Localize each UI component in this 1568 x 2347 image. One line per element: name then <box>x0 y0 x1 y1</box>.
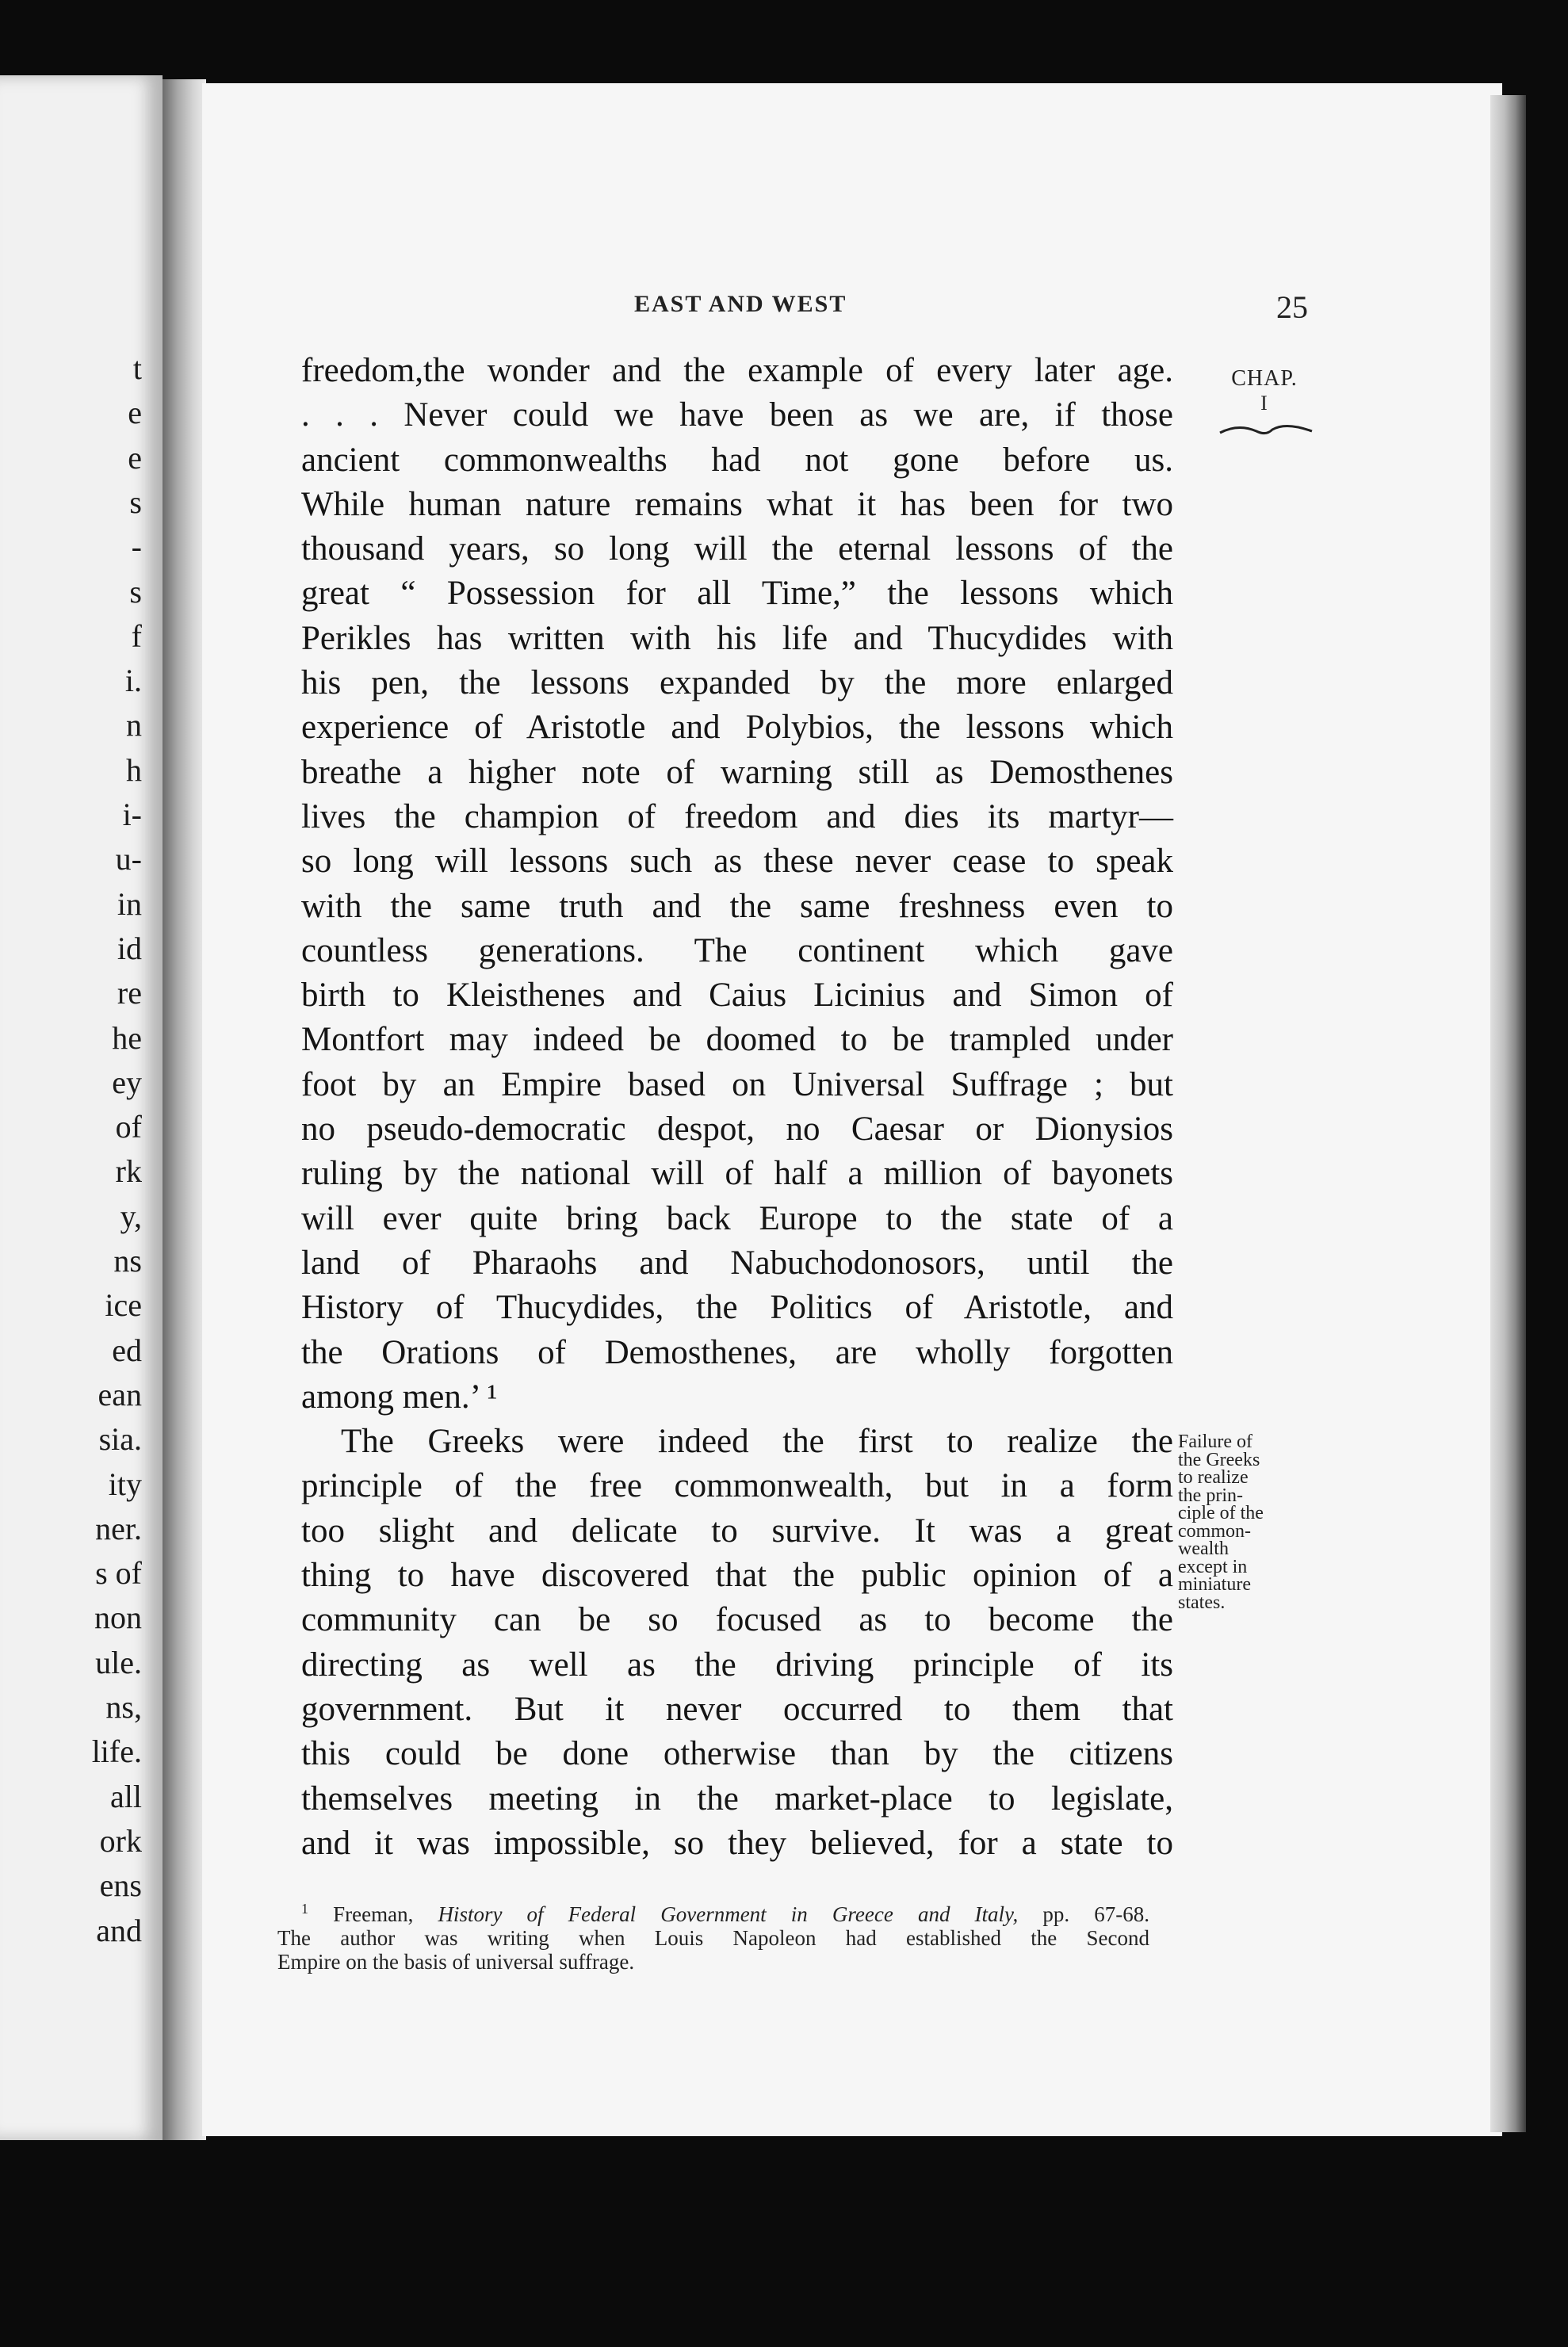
left-page-fragment: ice <box>105 1287 142 1324</box>
previous-page-fragment <box>0 75 163 2140</box>
left-page-fragment: e <box>128 395 142 431</box>
left-page-fragment: non <box>94 1600 142 1636</box>
left-page-fragment: ean <box>98 1376 142 1412</box>
left-page-fragment: id <box>117 930 142 966</box>
body-line: lives the champion of freedom and dies its martyr— <box>301 797 1173 835</box>
left-page-fragment: ule. <box>95 1644 142 1680</box>
left-page-fragment: i. <box>124 663 142 699</box>
body-line: no pseudo-democratic despot, no Caesar or Dionysios <box>301 1110 1173 1149</box>
chapter-label: CHAP. <box>1231 366 1298 391</box>
footnote-line-1 <box>277 1897 1149 1926</box>
body-line: freedom,the wonder and the example of every later age. <box>301 352 1173 389</box>
footnote-marker: 1 <box>301 1901 308 1917</box>
sidenote-line: states. <box>1178 1592 1226 1613</box>
body-line: breathe a higher note of warning still as Demosthenes <box>301 753 1173 791</box>
left-page-fragment: t <box>132 350 142 386</box>
body-line: land of Pharaohs and Nabuchodonosors, until the <box>301 1244 1173 1282</box>
sidenote-line: the Greeks <box>1178 1449 1260 1470</box>
left-page-fragment: s <box>129 573 142 610</box>
margin-sidenote <box>1178 1433 1289 1611</box>
left-page-fragment: n <box>126 707 142 743</box>
left-page-fragment: s <box>129 484 142 520</box>
left-page-fragment: re <box>117 975 142 1011</box>
left-page-fragment: life. <box>91 1733 142 1770</box>
left-page-fragment: ed <box>112 1332 142 1368</box>
sidenote-line: the prin- <box>1178 1485 1243 1506</box>
sidenote-line: to realize <box>1178 1467 1249 1488</box>
left-page-fragment: in <box>117 885 142 922</box>
left-page-fragment: ns <box>113 1243 142 1279</box>
body-line: countless generations. The continent which gave <box>301 931 1173 969</box>
body-line: Montfort may indeed be doomed to be trampled under <box>301 1021 1173 1059</box>
body-line: ancient commonwealths had not gone before us. <box>301 441 1173 479</box>
left-page-fragment: ens <box>99 1867 142 1904</box>
body-line: government. But it never occurred to them that <box>301 1690 1173 1728</box>
body-line: with the same truth and the same freshness even to <box>301 887 1173 925</box>
body-line: the Orations of Demosthenes, are wholly forgotten <box>301 1333 1173 1371</box>
sidenote-line: ciple of the <box>1178 1503 1264 1523</box>
book-gutter <box>163 79 206 2140</box>
left-page-fragment: u- <box>115 841 142 877</box>
left-page-fragment: y, <box>120 1198 142 1234</box>
body-line: experience of Aristotle and Polybios, the lessons which <box>301 709 1173 747</box>
body-line: ruling by the national will of half a million of bayonets <box>301 1155 1173 1193</box>
left-page-fragment: e <box>128 439 142 476</box>
body-line: his pen, the lessons expanded by the more enlarged <box>301 664 1173 702</box>
left-page-fragment: ns, <box>105 1689 142 1725</box>
footnote-line-2: The author was writing when Louis Napoleon had established the Second <box>277 1926 1149 1950</box>
page-number: 25 <box>1276 289 1308 325</box>
footnotes <box>277 1897 1149 1974</box>
footnote-author: Freeman, <box>333 1902 414 1926</box>
page-edge <box>1490 95 1526 2132</box>
sidenote-line: miniature <box>1178 1574 1251 1595</box>
sidenote-line: common- <box>1178 1520 1251 1542</box>
body-line: directing as well as the driving principle of its <box>301 1646 1173 1684</box>
sidenote-line: wealth <box>1178 1539 1229 1559</box>
body-line: this could be done otherwise than by the citizens <box>301 1735 1173 1773</box>
body-line: thing to have discovered that the public opinion of a <box>301 1557 1173 1595</box>
body-line: While human nature remains what it has been for two <box>301 485 1173 523</box>
body-line: foot by an Empire based on Universal Suffrage ; but <box>301 1065 1173 1103</box>
left-page-fragment: he <box>112 1019 142 1056</box>
sidenote-line: except in <box>1178 1556 1248 1577</box>
body-line: and it was impossible, so they believed, for a state to <box>301 1824 1173 1862</box>
chapter-margin-heading <box>1221 366 1308 415</box>
body-line: too slight and delicate to survive. It was a great <box>301 1512 1173 1550</box>
left-page-fragment: ner. <box>95 1510 142 1546</box>
left-page-fragment: i- <box>122 797 142 832</box>
left-page-fragment: - <box>131 529 142 565</box>
left-page-fragment: all <box>110 1778 142 1814</box>
body-line: great “ Possession for all Time,” the lessons which <box>301 575 1173 613</box>
body-line: Perikles has written with his life and Thucydides with <box>301 619 1173 657</box>
left-page-fragment: of <box>115 1109 142 1145</box>
body-line: principle of the free commonwealth, but in a form <box>301 1467 1173 1505</box>
left-page-fragment: f <box>131 617 142 654</box>
body-line: among men.’ ¹ <box>301 1378 498 1416</box>
left-page-fragment: and <box>96 1912 142 1948</box>
sidenote-line: Failure of <box>1178 1432 1252 1452</box>
left-page-fragment: rk <box>115 1153 142 1190</box>
body-line: community can be so focused as to become the <box>301 1601 1173 1639</box>
footnote-title: History of Federal Government in Greece and Italy, <box>438 1902 1019 1926</box>
body-line: will ever quite bring back Europe to the state of a <box>301 1199 1173 1237</box>
left-page-fragment: s of <box>95 1555 142 1592</box>
footnote-pages: pp. 67-68. <box>1042 1902 1150 1926</box>
left-page-fragment: ork <box>99 1822 142 1859</box>
left-page-fragment: ey <box>112 1064 142 1100</box>
left-page-fragment: sia. <box>98 1421 142 1458</box>
running-head: EAST AND WEST <box>634 291 847 317</box>
body-line: The Greeks were indeed the first to realize the <box>341 1423 1173 1461</box>
left-page-fragment: ity <box>108 1466 142 1502</box>
body-line: . . . Never could we have been as we are, if those <box>301 396 1173 434</box>
flourish-ornament <box>1218 420 1314 444</box>
body-line: birth to Kleisthenes and Caius Licinius and Simon of <box>301 977 1173 1015</box>
body-line: History of Thucydides, the Politics of Aristotle, and <box>301 1289 1173 1327</box>
body-line: themselves meeting in the market-place to legislate, <box>301 1779 1173 1818</box>
body-line: thousand years, so long will the eternal lessons of the <box>301 530 1173 568</box>
chapter-number: I <box>1260 392 1268 415</box>
left-page-fragment: h <box>126 751 142 788</box>
body-text <box>301 349 1173 1866</box>
footnote-line-3: Empire on the basis of universal suffrage. <box>277 1950 635 1974</box>
body-line: so long will lessons such as these never cease to speak <box>301 843 1173 881</box>
